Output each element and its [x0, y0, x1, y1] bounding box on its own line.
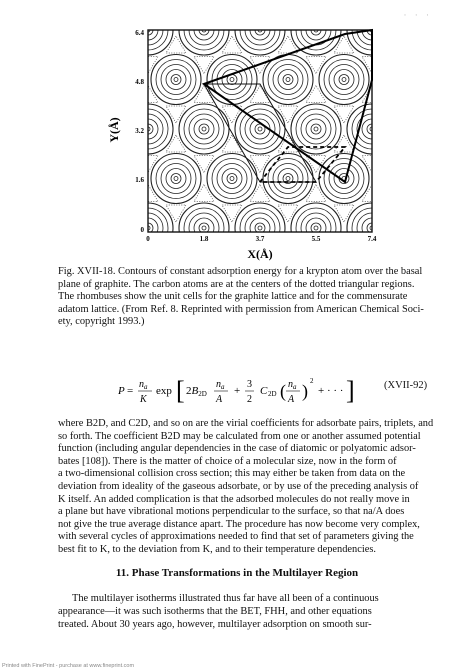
- section-heading: 11. Phase Transformations in the Multilayer Region: [115, 567, 359, 579]
- svg-text:2: 2: [310, 377, 314, 385]
- contour-ring: [105, 65, 135, 95]
- contour-ring: [380, 258, 390, 263]
- carbon-triangle: [222, 22, 242, 24]
- figure-caption: [58, 266, 436, 329]
- contour-ring: [171, 75, 181, 85]
- x-tick: 1.8: [199, 235, 209, 243]
- contour-ring: [184, 109, 224, 149]
- contour-ring: [286, 177, 290, 181]
- carbon-triangle: [110, 22, 130, 24]
- contour-ring: [189, 22, 219, 45]
- svg-text:K: K: [140, 394, 147, 405]
- contour-ring: [268, 60, 308, 100]
- x-tick: 3.7: [255, 235, 265, 243]
- svg-text:[: [: [176, 376, 185, 405]
- contour-ring: [166, 169, 186, 189]
- body-line: appearance—it was such isotherms that the BET, FHH, and other equations: [58, 606, 372, 617]
- contour-ring: [100, 60, 140, 100]
- contour-figure: [100, 22, 390, 262]
- page-corner-mark: · · ·: [403, 10, 432, 20]
- contour-ring: [324, 258, 364, 263]
- x-tick: 7.4: [367, 235, 377, 243]
- contour-ring: [342, 78, 346, 82]
- contour-ring: [166, 70, 186, 90]
- contour-ring: [314, 226, 318, 230]
- body-line: deviation from ideality of the gaseous adsorbate, or by use of the preceding analysis of: [58, 480, 419, 492]
- y-tick: 1.6: [135, 176, 144, 184]
- svg-text:(: (: [280, 381, 286, 401]
- contour-ring: [100, 22, 117, 55]
- contour-ring: [100, 22, 102, 40]
- contour-ring: [329, 164, 359, 194]
- contour-ring: [324, 159, 364, 199]
- caption-line: The rhombuses show the unit cells for the graphite lattice and for the commensurate: [58, 291, 408, 303]
- contour-ring: [100, 22, 107, 45]
- svg-text:A: A: [216, 394, 223, 405]
- contour-ring: [385, 65, 390, 95]
- body-line: with several cycles of approximations needed to find that set of parameters giving the: [58, 531, 414, 543]
- svg-text:+: +: [234, 385, 241, 397]
- x-axis-label: X(Å): [247, 247, 273, 261]
- contour-ring: [199, 124, 209, 134]
- carbon-triangle: [194, 255, 214, 263]
- contour-ring: [334, 70, 354, 90]
- svg-text:3: 3: [247, 379, 252, 390]
- contour-ring: [227, 174, 237, 184]
- contour-ring: [222, 169, 242, 189]
- contour-ring: [235, 203, 285, 253]
- contour-ring: [324, 60, 364, 100]
- svg-text:na: $n_a$: [139, 379, 148, 391]
- carbon-triangle: [362, 255, 382, 263]
- contour-ring: [319, 55, 369, 105]
- section-paragraph: [58, 592, 436, 631]
- contour-ring: [301, 114, 331, 144]
- svg-text:=: =: [127, 385, 134, 397]
- contour-ring: [156, 60, 196, 100]
- contour-ring: [380, 159, 390, 199]
- contour-ring: [375, 55, 390, 105]
- contour-ring: [100, 208, 112, 248]
- carbon-triangle: [166, 22, 186, 24]
- svg-text:na: $n_a$: [216, 379, 225, 391]
- carbon-triangle: [334, 22, 354, 24]
- carbon-triangle: [110, 234, 130, 251]
- body-line: function (including angular dependencies in the case of diatomic or polyatomic adsor-: [58, 443, 416, 455]
- contour-ring: [291, 203, 341, 253]
- contour-ring: [380, 60, 390, 100]
- y-tick: 3.2: [135, 127, 144, 135]
- contour-ring: [319, 253, 369, 263]
- carbon-triangle: [306, 255, 326, 263]
- contour-ring: [115, 75, 125, 85]
- caption-line: plane of graphite. The carbon atoms are at the centers of the dotted triangular regions.: [58, 278, 415, 290]
- contour-ring: [194, 22, 214, 40]
- caption-line: Fig. XVII-18. Contours of constant adsorption energy for a krypton atom over the basal: [58, 266, 423, 277]
- contour-ring: [110, 169, 130, 189]
- svg-text:2D: 2D: [268, 390, 277, 398]
- contour-ring: [306, 22, 326, 40]
- contour-ring: [352, 109, 390, 149]
- y-tick: 0: [140, 226, 144, 234]
- contour-ring: [179, 203, 229, 253]
- contour-ring: [100, 213, 107, 243]
- body-line: bates [108]). There is the matter of choice of a molecular size, now in the form of: [58, 455, 397, 467]
- contour-ring: [258, 226, 262, 230]
- contour-ring: [100, 218, 102, 238]
- contour-ring: [115, 174, 125, 184]
- carbon-triangle: [110, 205, 130, 222]
- contour-ring: [245, 114, 275, 144]
- contour-ring: [156, 258, 196, 263]
- contour-ring: [118, 78, 122, 82]
- svg-text:exp: exp: [156, 385, 172, 397]
- contour-ring: [202, 127, 206, 131]
- carbon-triangle: [334, 234, 354, 251]
- contour-ring: [230, 78, 234, 82]
- contour-ring: [110, 70, 130, 90]
- body-line: a plane but have vibrational motions perpendicular to the surface, so that na/A does: [58, 506, 405, 518]
- x-tick: 5.5: [311, 235, 321, 243]
- svg-text:+ · · ·: + · · ·: [318, 385, 344, 397]
- contour-ring: [151, 253, 201, 263]
- body-line: treated. About 30 years ago, however, multilayer adsorption on smooth sur-: [58, 619, 372, 630]
- contour-ring: [100, 114, 107, 144]
- contour-ring: [278, 70, 298, 90]
- page-footer: Printed with FinePrint - purchase at www.fineprint.com: [2, 663, 135, 669]
- equation-number: (XVII-92): [384, 380, 428, 391]
- body-line: a two-dimensional collision cross section; this may either be taken from data on the: [58, 468, 406, 480]
- caption-line: ety, copyright 1993.): [58, 316, 145, 328]
- contour-ring: [230, 177, 234, 181]
- contour-ring: [306, 119, 326, 139]
- svg-text:): ): [302, 381, 308, 401]
- contour-ring: [100, 22, 112, 50]
- contour-ring: [245, 22, 275, 45]
- contour-ring: [339, 75, 349, 85]
- contour-ring: [217, 164, 247, 194]
- contour-ring: [212, 159, 252, 199]
- contour-ring: [263, 154, 313, 204]
- body-line: where B2D, and C2D, and so on are the virial coefficients for adsorbate pairs, triplets, and: [58, 418, 434, 429]
- contour-ring: [207, 154, 257, 204]
- contour-ring: [385, 164, 390, 194]
- contour-ring: [278, 169, 298, 189]
- carbon-triangle: [110, 36, 130, 53]
- caption-line: adatom lattice. (From Ref. 8. Reprinted with permission from American Chemical Soci-: [58, 303, 424, 315]
- contour-ring: [100, 119, 102, 139]
- contour-ring: [268, 258, 308, 263]
- contour-ring: [375, 253, 390, 263]
- contour-ring: [217, 65, 247, 95]
- contour-ring: [151, 154, 201, 204]
- contour-ring: [273, 164, 303, 194]
- y-tick: 6.4: [135, 29, 144, 37]
- contour-ring: [161, 164, 191, 194]
- svg-text:2B2D: 2B2D: [186, 385, 207, 398]
- contour-ring: [161, 65, 191, 95]
- svg-text:C: C: [260, 385, 268, 397]
- contour-ring: [100, 203, 117, 253]
- body-paragraph: [58, 418, 436, 557]
- contour-ring: [263, 55, 313, 105]
- contour-ring: [194, 119, 214, 139]
- body-line: not give the true average distance apart. The procedure has now become very complex,: [58, 518, 420, 530]
- contour-ring: [240, 109, 280, 149]
- graphite-unit-cell: [204, 84, 316, 182]
- body-line: best fit to K, to the deviation from K, and to their temperature dependencies.: [58, 543, 376, 555]
- contour-ring: [100, 258, 140, 263]
- svg-text:na: $n_a$: [288, 379, 297, 391]
- svg-text:]: ]: [346, 376, 355, 405]
- contour-ring: [283, 75, 293, 85]
- contour-ring: [174, 177, 178, 181]
- contour-ring: [212, 258, 252, 263]
- carbon-triangle: [166, 234, 186, 251]
- contour-ring: [258, 127, 262, 131]
- contour-ring: [118, 177, 122, 181]
- contour-ring: [319, 154, 369, 204]
- contour-ring: [250, 22, 270, 40]
- svg-text:P: P: [118, 385, 125, 397]
- contour-ring: [286, 78, 290, 82]
- contour-ring: [179, 104, 229, 154]
- y-axis-label: Y(Å): [107, 117, 121, 143]
- y-tick: 4.8: [135, 78, 144, 86]
- carbon-triangle: [138, 255, 158, 263]
- contour-ring: [105, 164, 135, 194]
- contour-ring: [189, 114, 219, 144]
- contour-ring: [100, 159, 140, 199]
- carbon-triangle: [222, 234, 242, 251]
- body-line: The multilayer isotherms illustrated thus far have all been of a continuous: [72, 593, 379, 604]
- body-line: so forth. The coefficient B2D may be calculated from one or another assumed potential: [58, 430, 421, 442]
- x-tick: 0: [146, 235, 150, 243]
- carbon-triangle: [278, 22, 298, 24]
- contour-ring: [202, 226, 206, 230]
- contour-ring: [347, 203, 390, 253]
- svg-text:A: A: [288, 394, 295, 405]
- contour-ring: [296, 109, 336, 149]
- body-line: K itself. An added complication is that the adsorbed molecules do not really move in: [58, 493, 410, 505]
- carbon-triangle: [278, 234, 298, 251]
- svg-text:2: 2: [247, 394, 252, 405]
- contour-ring: [171, 174, 181, 184]
- contour-ring: [314, 127, 318, 131]
- contour-ring: [329, 65, 359, 95]
- contour-ring: [375, 154, 390, 204]
- contour-ring: [174, 78, 178, 82]
- contour-ring: [311, 124, 321, 134]
- contour-ring: [100, 253, 145, 263]
- contour-ring: [151, 55, 201, 105]
- contour-ring: [273, 65, 303, 95]
- contour-ring: [334, 169, 354, 189]
- contour-ring: [156, 159, 196, 199]
